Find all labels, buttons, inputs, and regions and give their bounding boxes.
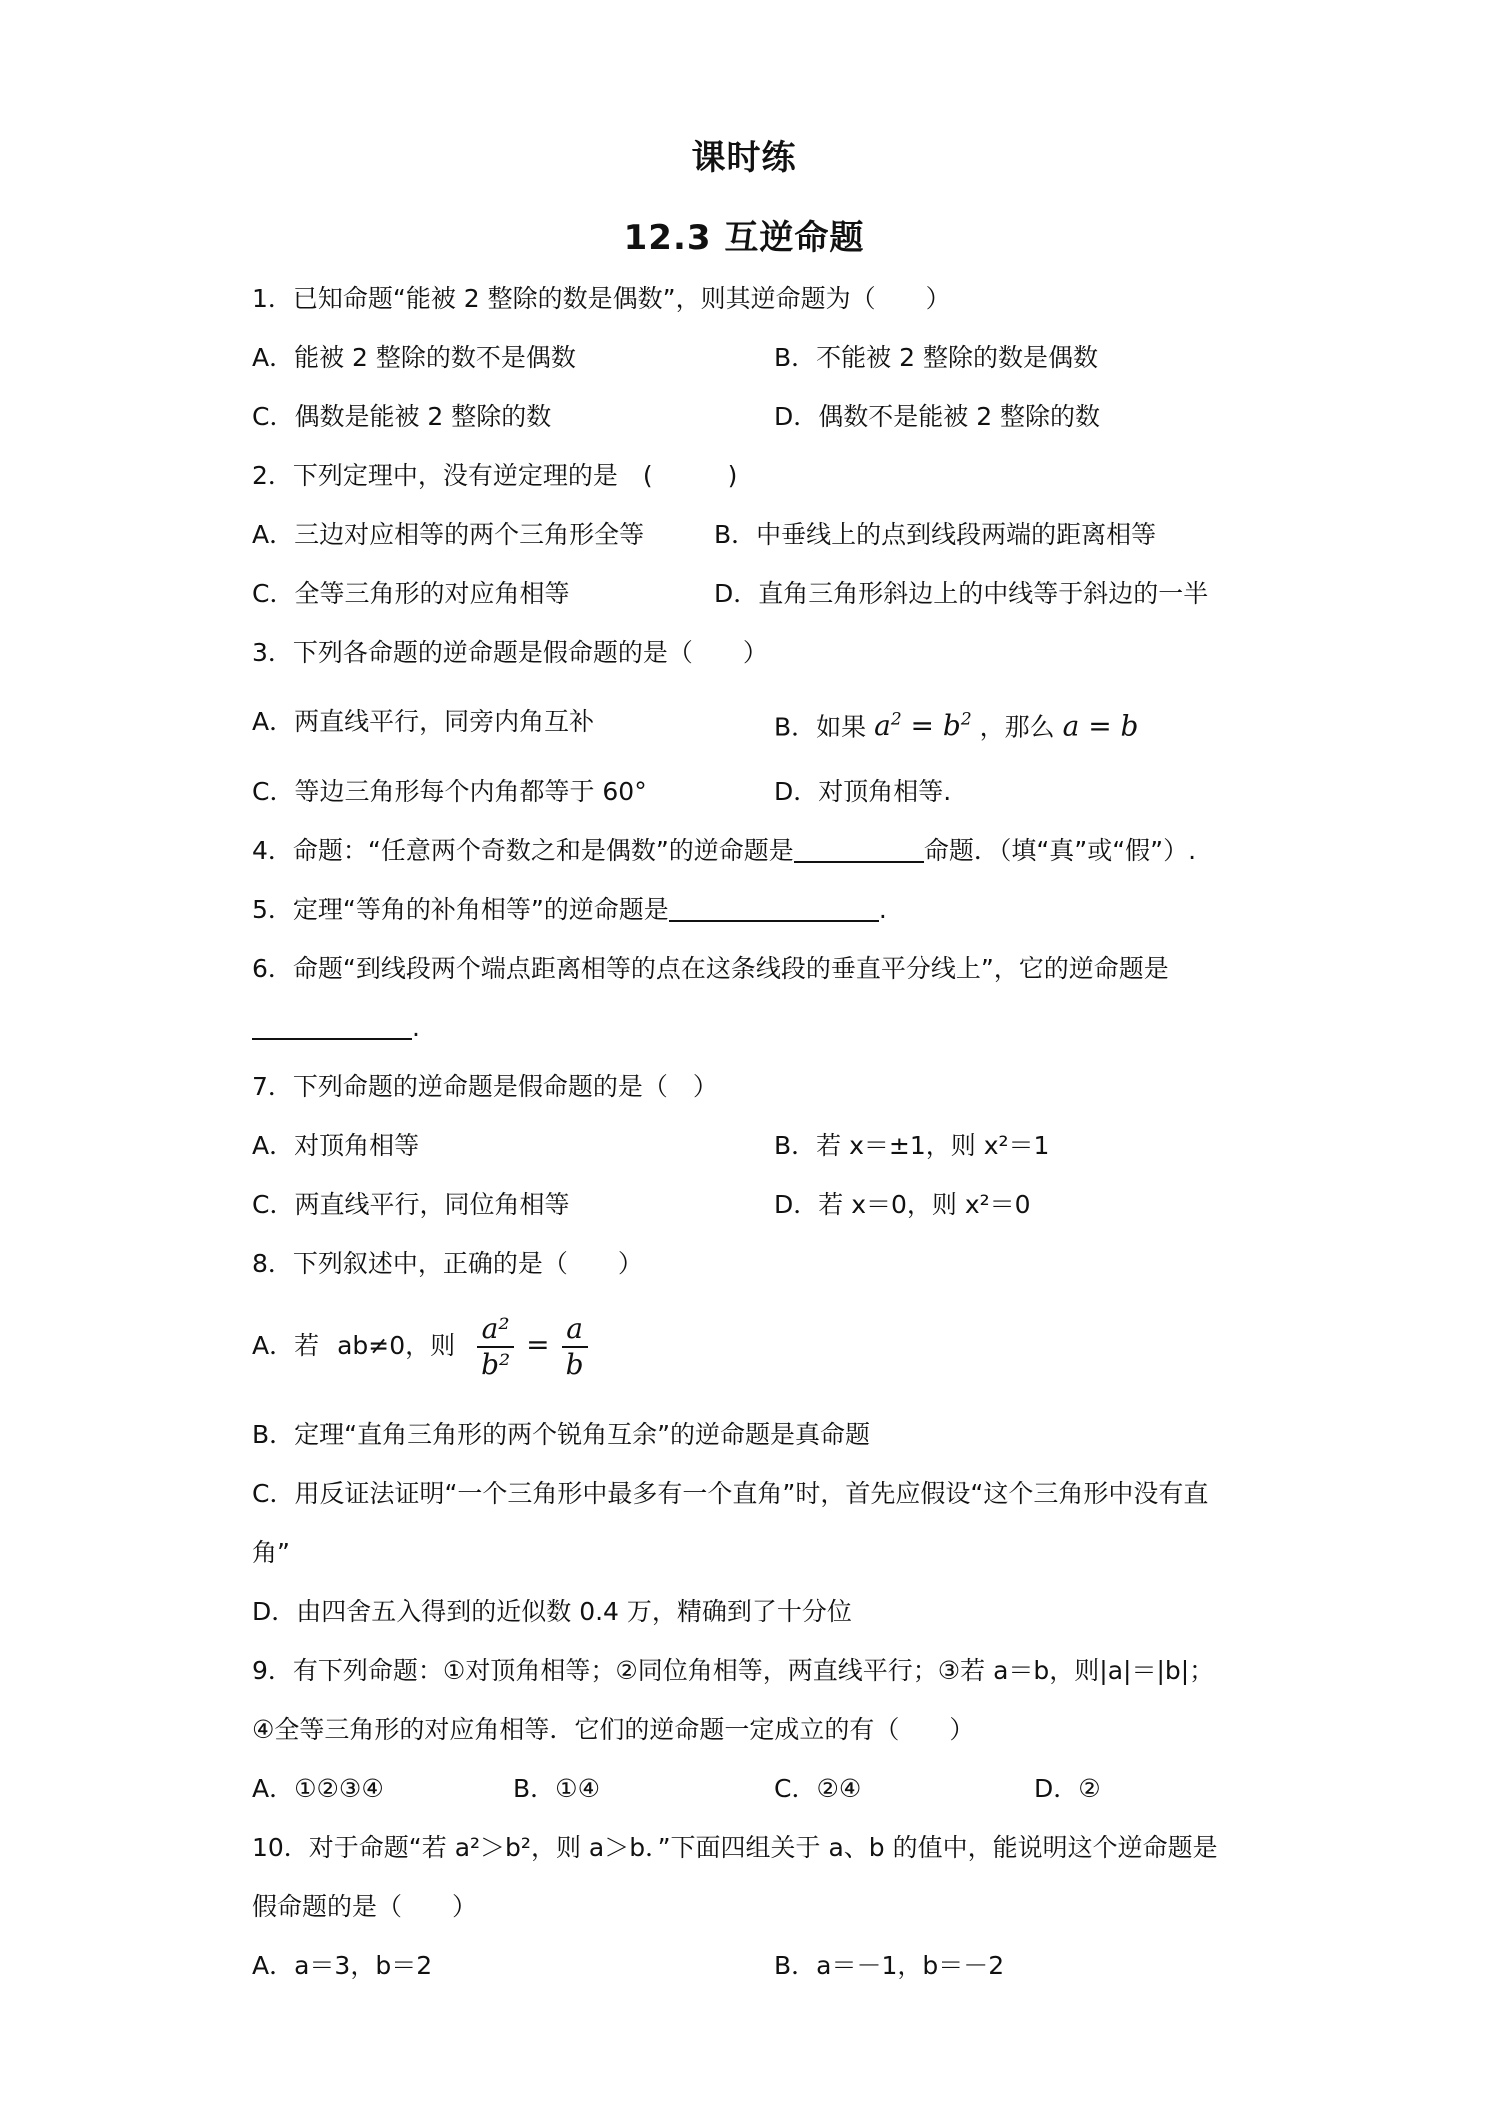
- q10-stem-line1: 10．对于命题“若 a²＞b²，则 a＞b．”下面四组关于 a、b 的值中，能说明这个逆命题是: [252, 1833, 1218, 1862]
- q7-option-b: B．若 x＝±1，则 x²＝1: [774, 1131, 1050, 1160]
- page-title: 课时练: [691, 138, 797, 178]
- q3-option-a: A．两直线平行，同旁内角互补: [252, 707, 595, 736]
- q9-option-b: B．①④: [513, 1774, 600, 1803]
- q8-option-b: B．定理“直角三角形的两个锐角互余”的逆命题是真命题: [252, 1420, 871, 1449]
- q4-answer-blank[interactable]: [794, 837, 924, 863]
- q3-formula: $a^2 = b^2$: [874, 709, 972, 743]
- q3-stem: 3．下列各命题的逆命题是假命题的是（ ）: [252, 638, 768, 667]
- q1-stem: 1．已知命题“能被 2 整除的数是偶数”，则其逆命题为（ ）: [252, 284, 951, 313]
- q4-stem: 4．命题：“任意两个奇数之和是偶数”的逆命题是 命题．（填“真”或“假”）.: [252, 836, 1197, 865]
- q2-option-b: B．中垂线上的点到线段两端的距离相等: [714, 520, 1157, 549]
- q9-option-c: C．②④: [774, 1774, 862, 1803]
- q6-answer-blank[interactable]: [252, 1014, 412, 1040]
- q8-option-c-line2: 角”: [252, 1538, 290, 1567]
- q10-stem-line2: 假命题的是（ ）: [252, 1892, 478, 1921]
- q2-option-d: D．直角三角形斜边上的中线等于斜边的一半: [714, 579, 1209, 608]
- q5-stem: 5．定理“等角的补角相等”的逆命题是 .: [252, 895, 887, 924]
- q8-option-a: A．若 ab≠0，则 $\frac{\text{a²}}{\text{b²}}$ = $\frac{a}{b}$: [252, 1312, 592, 1382]
- q1-option-d: D．偶数不是能被 2 整除的数: [774, 402, 1101, 431]
- q3-option-d: D．对顶角相等.: [774, 777, 952, 806]
- q3-option-b-mid: ，那么: [979, 712, 1055, 742]
- q3-conclusion: a = b: [1062, 709, 1139, 743]
- q7-stem: 7．下列命题的逆命题是假命题的是（ ）: [252, 1072, 718, 1101]
- q6-answer-line: .: [252, 1011, 420, 1045]
- q8-fraction-left: $\frac{\text{a²}}{\text{b²}}$: [477, 1312, 514, 1382]
- q7-option-d: D．若 x＝0，则 x²＝0: [774, 1190, 1031, 1219]
- q3-option-b-prefix: B．如果: [774, 712, 867, 742]
- q3-option-b: [774, 703, 1138, 744]
- q8-option-c-line1: C．用反证法证明“一个三角形中最多有一个直角”时，首先应假设“这个三角形中没有直: [252, 1479, 1209, 1508]
- q10-option-a: A．a＝3，b＝2: [252, 1951, 433, 1980]
- section-title: 12.3 互逆命题: [623, 218, 865, 258]
- q8-stem: 8．下列叙述中，正确的是（ ）: [252, 1249, 643, 1278]
- q3-option-c: C．等边三角形每个内角都等于 60°: [252, 777, 647, 806]
- q5-answer-blank[interactable]: [669, 896, 879, 922]
- q6-stem: 6．命题“到线段两个端点距离相等的点在这条线段的垂直平分线上”，它的逆命题是: [252, 954, 1169, 983]
- q8-option-d: D．由四舍五入得到的近似数 0.4 万，精确到了十分位: [252, 1597, 852, 1626]
- q9-option-a: A．①②③④: [252, 1774, 384, 1803]
- q9-option-d: D．②: [1034, 1774, 1101, 1803]
- q1-option-a: A．能被 2 整除的数不是偶数: [252, 343, 576, 372]
- q2-option-c: C．全等三角形的对应角相等: [252, 579, 570, 608]
- q1-option-c: C．偶数是能被 2 整除的数: [252, 402, 552, 431]
- q9-stem-line1: 9．有下列命题：①对顶角相等；②同位角相等，两直线平行；③若 a＝b，则|a|＝|b|；: [252, 1656, 1215, 1685]
- q1-option-b: B．不能被 2 整除的数是偶数: [774, 343, 1098, 372]
- q8-fraction-right: $\frac{a}{b}$: [562, 1312, 588, 1382]
- q7-option-a: A．对顶角相等: [252, 1131, 420, 1160]
- q8-equals: =: [526, 1328, 550, 1361]
- q7-option-c: C．两直线平行，同位角相等: [252, 1190, 570, 1219]
- q2-option-a: A．三边对应相等的两个三角形全等: [252, 520, 645, 549]
- q10-option-b: B．a＝－1，b＝－2: [774, 1951, 1005, 1980]
- q9-stem-line2: ④全等三角形的对应角相等．它们的逆命题一定成立的有（ ）: [252, 1715, 975, 1744]
- q2-stem: 2．下列定理中，没有逆定理的是 ( ): [252, 461, 738, 490]
